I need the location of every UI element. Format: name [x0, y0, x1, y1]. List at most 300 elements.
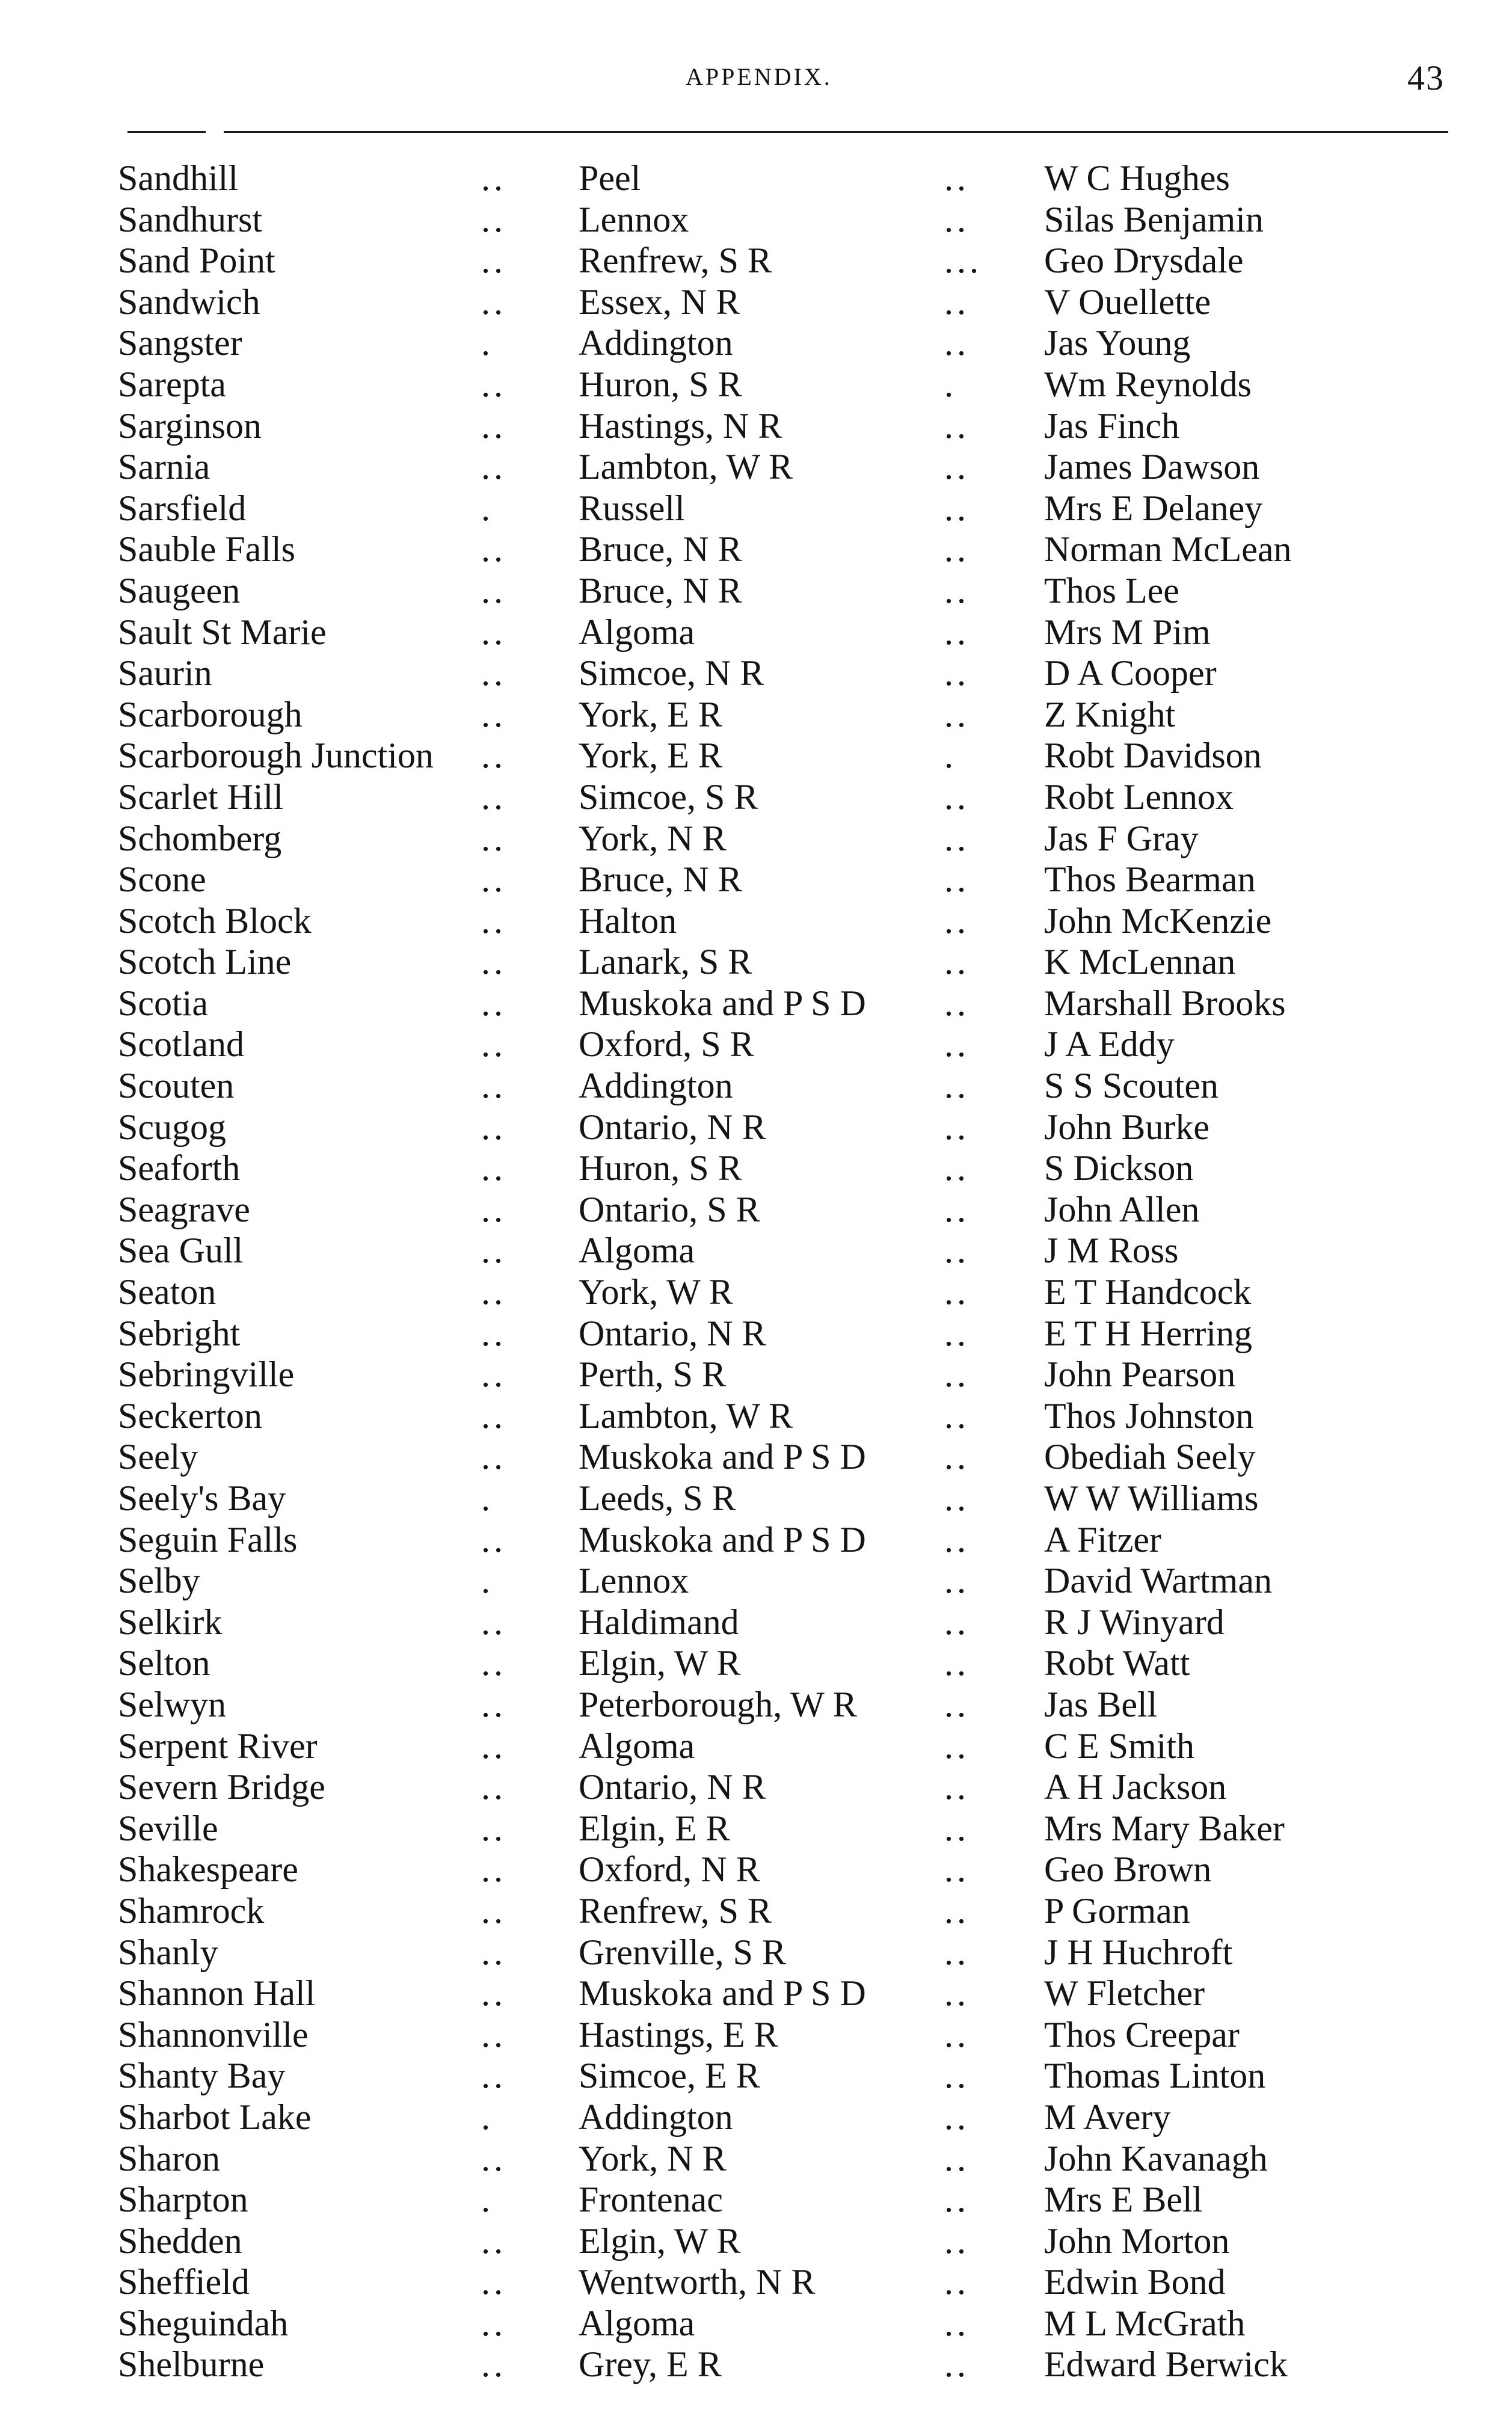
table-row: [0, 1395, 1512, 1437]
county-name: Oxford, S R: [579, 1024, 754, 1065]
postmaster-name: W C Hughes: [1044, 158, 1230, 198]
county-name: Ontario, N R: [579, 1107, 766, 1147]
leader-dots: ..: [481, 241, 506, 281]
place-name: Sandhill: [118, 158, 239, 198]
table-row: [0, 1973, 1512, 2014]
postmaster-name: E T H Herring: [1044, 1313, 1253, 1353]
county-name: Addington: [579, 2097, 733, 2137]
postmaster-name: J H Huchroft: [1044, 1932, 1233, 1972]
table-row: [0, 612, 1512, 653]
postmaster-name: E T Handcock: [1044, 1272, 1252, 1312]
leader-dots: ..: [944, 323, 970, 363]
postmaster-name: John Morton: [1044, 2221, 1230, 2261]
leader-dots: ..: [944, 1066, 970, 1106]
table-row: [0, 653, 1512, 694]
table-row: [0, 1065, 1512, 1107]
leader-dots: .: [944, 736, 957, 776]
place-name: Seagrave: [118, 1189, 250, 1229]
leader-dots: ..: [481, 1272, 506, 1312]
postmaster-name: John Burke: [1044, 1107, 1209, 1147]
leader-dots: .: [481, 1561, 494, 1601]
place-name: Sharpton: [118, 2180, 248, 2220]
postmaster-name: Edwin Bond: [1044, 2262, 1226, 2302]
leader-dots: ..: [944, 859, 970, 900]
place-name: Scotland: [118, 1024, 244, 1065]
county-name: Muskoka and P S D: [579, 1437, 866, 1477]
place-name: Scarborough: [118, 694, 303, 734]
leader-dots: ..: [944, 1024, 970, 1065]
page-number: 43: [1407, 58, 1445, 97]
leader-dots: .: [481, 488, 494, 528]
county-name: York, N R: [579, 2138, 727, 2178]
running-head: [0, 58, 1512, 100]
leader-dots: ..: [944, 1107, 970, 1147]
county-name: Renfrew, S R: [579, 1890, 772, 1931]
leader-dots: .: [481, 323, 494, 363]
table-row: [0, 983, 1512, 1024]
leader-dots: ..: [481, 1189, 506, 1229]
place-name: Sandhurst: [118, 199, 262, 239]
county-name: Addington: [579, 323, 733, 363]
table-row: [0, 529, 1512, 570]
leader-dots: ..: [944, 1519, 970, 1560]
table-row: [0, 1560, 1512, 1602]
postmaster-name: Robt Lennox: [1044, 776, 1234, 817]
leader-dots: ..: [944, 2097, 970, 2137]
leader-dots: ..: [481, 942, 506, 982]
table-row: [0, 694, 1512, 736]
county-name: York, N R: [579, 818, 727, 858]
leader-dots: ..: [481, 1231, 506, 1271]
place-name: Sarnia: [118, 447, 211, 487]
table-row: [0, 199, 1512, 241]
leader-dots: ..: [944, 1890, 970, 1931]
county-name: Bruce, N R: [579, 570, 742, 610]
place-name: Saugeen: [118, 570, 241, 610]
postmaster-name: C E Smith: [1044, 1726, 1195, 1766]
table-row: [0, 1932, 1512, 1973]
postmaster-name: Mrs Mary Baker: [1044, 1808, 1285, 1848]
postmaster-name: D A Cooper: [1044, 653, 1217, 693]
leader-dots: ..: [481, 2014, 506, 2055]
postmaster-name: W W Williams: [1044, 1478, 1259, 1518]
leader-dots: ..: [944, 570, 970, 610]
leader-dots: ..: [481, 1973, 506, 2014]
county-name: Huron, S R: [579, 364, 742, 404]
postmaster-name: M L McGrath: [1044, 2303, 1246, 2343]
place-name: Selwyn: [118, 1684, 226, 1724]
leader-dots: ..: [481, 1148, 506, 1188]
county-name: Perth, S R: [579, 1354, 727, 1395]
table-row: [0, 818, 1512, 859]
table-row: [0, 2055, 1512, 2097]
leader-dots: ..: [481, 529, 506, 570]
leader-dots: ..: [481, 1602, 506, 1642]
place-name: Seely: [118, 1437, 198, 1477]
county-name: Muskoka and P S D: [579, 983, 866, 1023]
place-name: Scugog: [118, 1107, 226, 1147]
leader-dots: ..: [481, 653, 506, 693]
table-row: [0, 2303, 1512, 2344]
leader-dots: ..: [944, 2303, 970, 2343]
county-name: Lambton, W R: [579, 1395, 793, 1436]
leader-dots: ..: [944, 983, 970, 1023]
county-name: Elgin, W R: [579, 1643, 741, 1683]
leader-dots: ..: [481, 859, 506, 900]
postmaster-name: John Pearson: [1044, 1354, 1236, 1395]
postmaster-name: John McKenzie: [1044, 900, 1272, 941]
place-name: Shedden: [118, 2221, 242, 2261]
county-name: Lennox: [579, 1561, 689, 1601]
leader-dots: ..: [481, 1437, 506, 1477]
table-row: [0, 2097, 1512, 2138]
county-name: Simcoe, E R: [579, 2056, 760, 2096]
county-name: York, W R: [579, 1272, 733, 1312]
county-name: Peterborough, W R: [579, 1684, 857, 1724]
table-row: [0, 1478, 1512, 1519]
table-row: [0, 1313, 1512, 1354]
place-name: Sauble Falls: [118, 529, 295, 570]
county-name: Elgin, W R: [579, 2221, 741, 2261]
table-row: [0, 1890, 1512, 1932]
table-row: [0, 776, 1512, 818]
leader-dots: ..: [481, 364, 506, 404]
place-name: Scone: [118, 859, 206, 900]
leader-dots: ..: [481, 2344, 506, 2385]
leader-dots: ..: [944, 653, 970, 693]
leader-dots: ..: [944, 1973, 970, 2014]
postmaster-name: Wm Reynolds: [1044, 364, 1252, 404]
table-row: [0, 2179, 1512, 2221]
place-name: Shamrock: [118, 1890, 265, 1931]
leader-dots: ..: [481, 900, 506, 941]
county-name: Russell: [579, 488, 685, 528]
place-name: Scarborough Junction: [118, 736, 434, 776]
county-name: Lennox: [579, 199, 689, 239]
place-name: Sebright: [118, 1313, 241, 1353]
table-row: [0, 158, 1512, 199]
place-name: Severn Bridge: [118, 1767, 325, 1807]
place-name: Sand Point: [118, 241, 275, 281]
table-row: [0, 2221, 1512, 2262]
table-row: [0, 2261, 1512, 2303]
postmaster-name: Geo Drysdale: [1044, 241, 1244, 281]
leader-dots: ..: [944, 1643, 970, 1683]
leader-dots: ..: [944, 281, 970, 322]
post-office-directory-table: [0, 158, 1512, 2385]
county-name: Hastings, N R: [579, 405, 782, 446]
leader-dots: ..: [481, 1313, 506, 1353]
postmaster-name: Marshall Brooks: [1044, 983, 1286, 1023]
county-name: Algoma: [579, 612, 695, 652]
leader-dots: ..: [481, 1066, 506, 1106]
table-row: [0, 1024, 1512, 1065]
place-name: Sarepta: [118, 364, 226, 404]
leader-dots: ..: [481, 1849, 506, 1890]
table-row: [0, 1849, 1512, 1890]
table-row: [0, 1107, 1512, 1148]
place-name: Shanty Bay: [118, 2056, 286, 2096]
place-name: Shanly: [118, 1932, 218, 1972]
leader-dots: ..: [481, 2303, 506, 2343]
leader-dots: ..: [944, 2180, 970, 2220]
table-row: [0, 900, 1512, 942]
leader-dots: ..: [944, 1561, 970, 1601]
place-name: Scotch Block: [118, 900, 312, 941]
postmaster-name: Geo Brown: [1044, 1849, 1212, 1890]
table-row: [0, 570, 1512, 612]
leader-dots: ..: [944, 158, 970, 198]
county-name: Halton: [579, 900, 677, 941]
table-row: [0, 364, 1512, 405]
leader-dots: ..: [481, 199, 506, 239]
table-row: [0, 1230, 1512, 1271]
county-name: Simcoe, S R: [579, 776, 758, 817]
leader-dots: ..: [481, 1643, 506, 1683]
county-name: Oxford, N R: [579, 1849, 760, 1890]
place-name: Serpent River: [118, 1726, 318, 1766]
leader-dots: ..: [944, 1849, 970, 1890]
table-row: [0, 2138, 1512, 2180]
leader-dots: ..: [481, 736, 506, 776]
leader-dots: .: [944, 364, 957, 404]
postmaster-name: Thos Bearman: [1044, 859, 1256, 900]
place-name: Schomberg: [118, 818, 282, 858]
postmaster-name: Obediah Seely: [1044, 1437, 1256, 1477]
postmaster-name: Norman McLean: [1044, 529, 1292, 570]
place-name: Seely's Bay: [118, 1478, 286, 1518]
county-name: Peel: [579, 158, 641, 198]
place-name: Sarginson: [118, 405, 262, 446]
county-name: York, E R: [579, 736, 722, 776]
leader-dots: ..: [481, 1808, 506, 1848]
leader-dots: ..: [944, 1395, 970, 1436]
postmaster-name: J M Ross: [1044, 1231, 1179, 1271]
leader-dots: ..: [944, 2221, 970, 2261]
county-name: Renfrew, S R: [579, 241, 772, 281]
county-name: Lanark, S R: [579, 942, 752, 982]
county-name: Ontario, N R: [579, 1313, 766, 1353]
leader-dots: ..: [481, 570, 506, 610]
header-rule-left: [128, 131, 206, 133]
leader-dots: ..: [944, 1313, 970, 1353]
postmaster-name: J A Eddy: [1044, 1024, 1175, 1065]
county-name: Huron, S R: [579, 1148, 742, 1188]
county-name: Muskoka and P S D: [579, 1973, 866, 2014]
leader-dots: ..: [481, 2138, 506, 2178]
place-name: Shakespeare: [118, 1849, 298, 1890]
place-name: Selby: [118, 1561, 200, 1601]
leader-dots: ..: [481, 1726, 506, 1766]
table-row: [0, 1643, 1512, 1684]
postmaster-name: John Kavanagh: [1044, 2138, 1268, 2178]
leader-dots: ..: [944, 488, 970, 528]
table-row: [0, 1189, 1512, 1231]
county-name: Elgin, E R: [579, 1808, 730, 1848]
postmaster-name: Thos Johnston: [1044, 1395, 1254, 1436]
table-row: [0, 2014, 1512, 2056]
table-row: [0, 1766, 1512, 1808]
county-name: York, E R: [579, 694, 722, 734]
leader-dots: ..: [944, 694, 970, 734]
table-row: [0, 281, 1512, 323]
county-name: Essex, N R: [579, 281, 740, 322]
leader-dots: ..: [481, 1024, 506, 1065]
leader-dots: ..: [944, 2138, 970, 2178]
leader-dots: .: [481, 2097, 494, 2137]
postmaster-name: Z Knight: [1044, 694, 1176, 734]
table-row: [0, 488, 1512, 529]
postmaster-name: Jas F Gray: [1044, 818, 1199, 858]
county-name: Ontario, N R: [579, 1767, 766, 1807]
place-name: Sea Gull: [118, 1231, 244, 1271]
table-row: [0, 735, 1512, 776]
place-name: Scarlet Hill: [118, 776, 283, 817]
leader-dots: ..: [481, 2056, 506, 2096]
postmaster-name: Robt Davidson: [1044, 736, 1262, 776]
leader-dots: ..: [481, 2221, 506, 2261]
place-name: Seaton: [118, 1272, 217, 1312]
table-row: [0, 1602, 1512, 1643]
leader-dots: ..: [944, 1437, 970, 1477]
county-name: Haldimand: [579, 1602, 739, 1642]
leader-dots: ..: [944, 2344, 970, 2385]
postmaster-name: Thomas Linton: [1044, 2056, 1266, 2096]
postmaster-name: Mrs M Pim: [1044, 612, 1211, 652]
postmaster-name: David Wartman: [1044, 1561, 1272, 1601]
table-row: [0, 1436, 1512, 1478]
leader-dots: ..: [944, 1767, 970, 1807]
postmaster-name: Thos Creepar: [1044, 2014, 1240, 2055]
leader-dots: ..: [944, 818, 970, 858]
place-name: Seville: [118, 1808, 218, 1848]
county-name: Hastings, E R: [579, 2014, 778, 2055]
county-name: Simcoe, N R: [579, 653, 764, 693]
table-row: [0, 322, 1512, 364]
county-name: Leeds, S R: [579, 1478, 736, 1518]
postmaster-name: W Fletcher: [1044, 1973, 1205, 2014]
leader-dots: ..: [481, 983, 506, 1023]
table-row: [0, 1148, 1512, 1189]
leader-dots: ..: [481, 1932, 506, 1972]
place-name: Sheffield: [118, 2262, 250, 2302]
place-name: Scotia: [118, 983, 208, 1023]
leader-dots: ..: [481, 158, 506, 198]
leader-dots: ..: [481, 776, 506, 817]
leader-dots: ..: [944, 2262, 970, 2302]
postmaster-name: S S Scouten: [1044, 1066, 1219, 1106]
leader-dots: ..: [944, 1354, 970, 1395]
postmaster-name: S Dickson: [1044, 1148, 1194, 1188]
header-rule-right: [224, 131, 1448, 133]
county-name: Wentworth, N R: [579, 2262, 816, 2302]
leader-dots: ..: [944, 1726, 970, 1766]
place-name: Sharbot Lake: [118, 2097, 312, 2137]
leader-dots: ..: [944, 1189, 970, 1229]
table-row: [0, 405, 1512, 447]
table-row: [0, 1271, 1512, 1313]
leader-dots: ..: [944, 2056, 970, 2096]
place-name: Shannon Hall: [118, 1973, 316, 2014]
table-row: [0, 1354, 1512, 1395]
postmaster-name: Mrs E Bell: [1044, 2180, 1203, 2220]
county-name: Frontenac: [579, 2180, 723, 2220]
leader-dots: ..: [481, 1354, 506, 1395]
leader-dots: ..: [481, 1767, 506, 1807]
leader-dots: ..: [944, 529, 970, 570]
county-name: Ontario, S R: [579, 1189, 760, 1229]
leader-dots: ..: [481, 1107, 506, 1147]
place-name: Seaforth: [118, 1148, 241, 1188]
county-name: Lambton, W R: [579, 447, 793, 487]
leader-dots: ..: [944, 1808, 970, 1848]
leader-dots: ..: [944, 776, 970, 817]
postmaster-name: Jas Young: [1044, 323, 1191, 363]
table-row: [0, 446, 1512, 488]
county-name: Grey, E R: [579, 2344, 722, 2385]
postmaster-name: Jas Finch: [1044, 405, 1179, 446]
postmaster-name: James Dawson: [1044, 447, 1260, 487]
place-name: Seckerton: [118, 1395, 262, 1436]
postmaster-name: Jas Bell: [1044, 1684, 1158, 1724]
leader-dots: ..: [481, 2262, 506, 2302]
county-name: Algoma: [579, 1726, 695, 1766]
leader-dots: ..: [944, 1231, 970, 1271]
place-name: Sarsfield: [118, 488, 247, 528]
county-name: Grenville, S R: [579, 1932, 786, 1972]
leader-dots: ..: [481, 1395, 506, 1436]
table-row: [0, 859, 1512, 900]
place-name: Sharon: [118, 2138, 220, 2178]
leader-dots: .: [481, 1478, 494, 1518]
postmaster-name: Robt Watt: [1044, 1643, 1190, 1683]
leader-dots: ..: [944, 1932, 970, 1972]
postmaster-name: K McLennan: [1044, 942, 1236, 982]
leader-dots: ..: [481, 818, 506, 858]
leader-dots: ...: [944, 241, 982, 281]
table-row: [0, 240, 1512, 281]
place-name: Sebringville: [118, 1354, 295, 1395]
running-title: APPENDIX.: [686, 63, 832, 90]
place-name: Sault St Marie: [118, 612, 327, 652]
county-name: Bruce, N R: [579, 859, 742, 900]
leader-dots: ..: [944, 612, 970, 652]
table-row: [0, 2344, 1512, 2385]
postmaster-name: P Gorman: [1044, 1890, 1190, 1931]
place-name: Selton: [118, 1643, 211, 1683]
county-name: Bruce, N R: [579, 529, 742, 570]
leader-dots: ..: [944, 942, 970, 982]
place-name: Saurin: [118, 653, 212, 693]
postmaster-name: V Ouellette: [1044, 281, 1211, 322]
table-row: [0, 1808, 1512, 1849]
leader-dots: ..: [481, 694, 506, 734]
postmaster-name: Edward Berwick: [1044, 2344, 1288, 2385]
place-name: Shannonville: [118, 2014, 309, 2055]
leader-dots: ..: [481, 1519, 506, 1560]
county-name: Addington: [579, 1066, 733, 1106]
postmaster-name: Thos Lee: [1044, 570, 1179, 610]
table-row: [0, 1519, 1512, 1561]
leader-dots: ..: [944, 1684, 970, 1724]
leader-dots: ..: [481, 612, 506, 652]
leader-dots: ..: [944, 1602, 970, 1642]
postmaster-name: A H Jackson: [1044, 1767, 1227, 1807]
postmaster-name: Mrs E Delaney: [1044, 488, 1263, 528]
leader-dots: ..: [481, 447, 506, 487]
county-name: Muskoka and P S D: [579, 1519, 866, 1560]
place-name: Shelburne: [118, 2344, 265, 2385]
